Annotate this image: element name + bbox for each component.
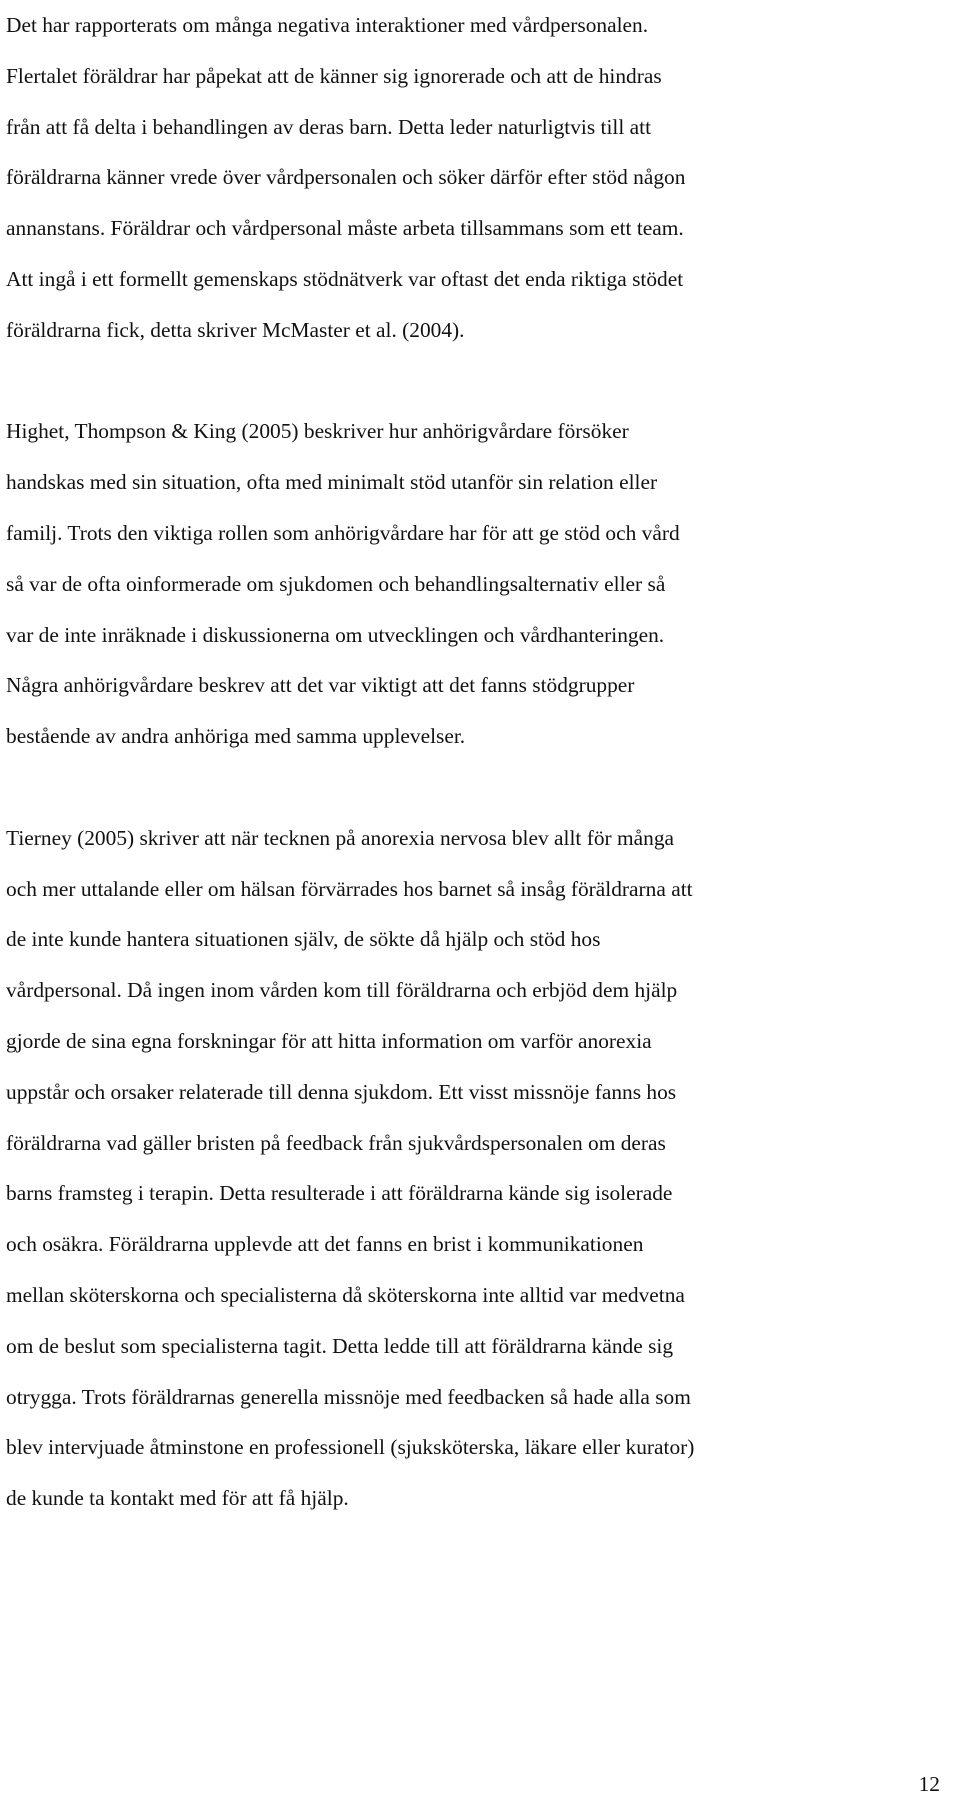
- text-line: annanstans. Föräldrar och vårdpersonal måste arbeta tillsammans som ett team.: [6, 216, 684, 241]
- text-line: blev intervjuade åtminstone en professionell (sjuksköterska, läkare eller kurator): [6, 1435, 695, 1460]
- paragraph-3: [6, 813, 954, 1524]
- paragraph-gap: [6, 762, 954, 813]
- text-line: otrygga. Trots föräldrarnas generella missnöje med feedbacken så hade alla som: [6, 1384, 691, 1409]
- text-line: Flertalet föräldrar har påpekat att de känner sig ignorerade och att de hindras: [6, 63, 662, 88]
- text-line: barns framsteg i terapin. Detta resulterade i att föräldrarna kände sig isolerade: [6, 1181, 673, 1206]
- text-line: gjorde de sina egna forskningar för att hitta information om varför anorexia: [6, 1028, 652, 1053]
- text-line: var de inte inräknade i diskussionerna om utvecklingen och vårdhanteringen.: [6, 622, 665, 647]
- text-line: Highet, Thompson & King (2005) beskriver hur anhörigvårdare försöker: [6, 419, 629, 444]
- text-line: så var de ofta oinformerade om sjukdomen och behandlingsalternativ eller så: [6, 571, 666, 596]
- text-line: Några anhörigvårdare beskrev att det var viktigt att det fanns stödgrupper: [6, 673, 635, 698]
- text-line: Tierney (2005) skriver att när tecknen på anorexia nervosa blev allt för många: [6, 825, 675, 850]
- text-line: de kunde ta kontakt med för att få hjälp.: [6, 1486, 349, 1511]
- text-line: bestående av andra anhöriga med samma upplevelser.: [6, 724, 466, 749]
- text-line: handskas med sin situation, ofta med minimalt stöd utanför sin relation eller: [6, 470, 658, 495]
- paragraph-2: [6, 406, 954, 762]
- text-line: och mer uttalande eller om hälsan förvärrades hos barnet så insåg föräldrarna att: [6, 876, 693, 901]
- page-number: 12: [918, 1772, 940, 1796]
- text-line: om de beslut som specialisterna tagit. Detta ledde till att föräldrarna kände sig: [6, 1333, 674, 1358]
- text-line: från att få delta i behandlingen av deras barn. Detta leder naturligtvis till att: [6, 114, 652, 139]
- text-line: familj. Trots den viktiga rollen som anhörigvårdare har för att ge stöd och vård: [6, 520, 680, 545]
- text-line: föräldrarna vad gäller bristen på feedback från sjukvårdspersonalen om deras: [6, 1130, 666, 1155]
- document-body: [6, 0, 954, 1524]
- text-line: Att ingå i ett formellt gemenskaps stödnätverk var oftast det enda riktiga stödet: [6, 266, 684, 291]
- paragraph-gap: [6, 356, 954, 407]
- text-line: de inte kunde hantera situationen själv, de sökte då hjälp och stöd hos: [6, 927, 601, 952]
- text-line: föräldrarna fick, detta skriver McMaster et al. (2004).: [6, 317, 465, 342]
- text-line: vårdpersonal. Då ingen inom vården kom till föräldrarna och erbjöd dem hjälp: [6, 978, 678, 1003]
- text-line: föräldrarna känner vrede över vårdpersonalen och söker därför efter stöd någon: [6, 165, 686, 190]
- text-line: uppstår och orsaker relaterade till denna sjukdom. Ett visst missnöje fanns hos: [6, 1079, 677, 1104]
- paragraph-1: [6, 0, 954, 356]
- text-line: och osäkra. Föräldrarna upplevde att det fanns en brist i kommunikationen: [6, 1232, 644, 1257]
- text-line: Det har rapporterats om många negativa interaktioner med vårdpersonalen.: [6, 13, 649, 37]
- text-line: mellan sköterskorna och specialisterna då sköterskorna inte alltid var medvetna: [6, 1282, 685, 1307]
